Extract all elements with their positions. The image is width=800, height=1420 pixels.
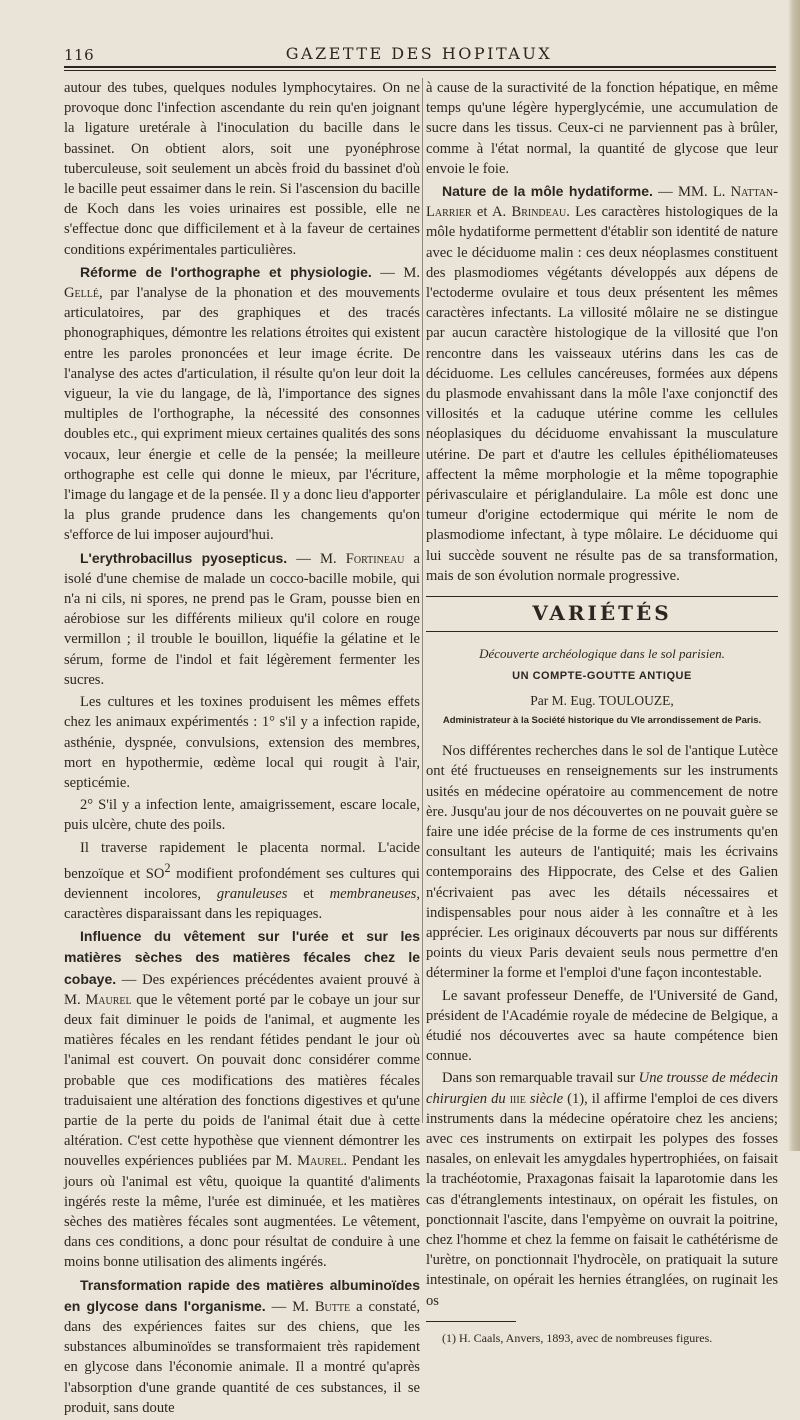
section-title: L'erythrobacillus pyosepticus. <box>80 549 288 566</box>
left-column <box>64 78 420 1420</box>
footnote-rule <box>426 1321 516 1322</box>
section-vetement: Influence du vêtement sur l'urée et sur les matières sèches des matières fécales chez le cobaye. — Des expériences précédentes avaient prouvé à M. Maurel que le vêtement porté par le cobaye un jour sur deux fait diminuer le poids de l'animal, et augmente les matières fécales en les rendant fétides pendant le jour où l'animal est couvert. On pouvait donc considérer comme probable que ces modifications des matières fécales traduisaient une altération des fonctions digestives et qu'une partie de la perte du poids de l'animal était due à cette altération. C'est cette hypothèse que viennent démontrer les nouvelles expériences publiées par M. Maurel. Pendant les jours où l'animal est vêtu, quoique la quantité d'aliments ingérés reste la même, l'urée est diminuée, et les matières sèches des matières fécales sont augmentées. Le vêtement, dans ces conditions, a donc pour résultat de conduire à une moins bonne utilisation des aliments ingérés. <box>64 928 421 1271</box>
section-glycose: Transformation rapide des matières albuminoïdes en glycose dans l'organisme. — M. Butte a constaté, dans des expériences faites sur des chiens, que les substances albuminoïdes se transformaient très rapidement en glycose dans l'économie animale. Il a montré qu'après l'absorption d'une grande quantité de ces substances, il se produit, sans doute <box>64 1276 420 1416</box>
footnote: (1) H. Caals, Anvers, 1893, avec de nombreuses figures. <box>442 1330 713 1345</box>
article-author: Par M. Eug. TOULOUZE, <box>530 692 674 708</box>
author-name: Nattan-Larrier <box>426 184 778 221</box>
paragraph: Le savant professeur Deneffe, de l'Université de Gand, président de l'Académie royale de médecine de Belgique, a étudié nos découvertes avec sa haute compétence bien connue. <box>426 987 778 1065</box>
section-title: Influence du vêtement sur l'urée et sur les matières sèches des matières fécales chez le cobaye. <box>64 928 420 987</box>
header-rule-thick <box>64 66 776 68</box>
paragraph: Les cultures et les toxines produisent les mêmes effets chez les animaux expérimentés : 1° s'il y a infection rapide, asthénie, dyspnée, convulsions, extension des membres, mort en hypothermie, œdème local qui rougit à l'air, septicémie. <box>64 694 420 791</box>
header-rule-thin <box>64 70 776 71</box>
author-name: Maurel. <box>297 1153 348 1170</box>
author-name: Brindeau. <box>511 204 570 221</box>
paragraph: autour des tubes, quelques nodules lymphocytaires. On ne provoque donc l'infection ascendante du rein qu'en joignant la ligature uretérale à l'inoculation du bacille dans le bassinet. On obtient alors, soit une pyonéphrose tuberculeuse, soit seulement un abcès froid du bassinet d'où le bacille peut essaimer dans le rein. Si l'ascension du bacille de Koch dans les voies urinaires est possible, elle ne s'effectue donc que difficilement et à la faveur de certaines conditions expérimentales particulières. <box>64 80 420 258</box>
column-divider <box>422 78 423 1123</box>
author-name: Gellé, <box>64 285 103 302</box>
section-orthographe: Réforme de l'orthographe et physiologie. — M. Gellé, par l'analyse de la phonation et des mouvements articulatoires, par des graphiques et des tracés phonographiques, démontre les relations étroites qui existent entre les paroles prononcées et leur image écrite. De l'analyse des actes d'articulation, il résulte qu'on leur doit la vigueur, la vie du langage, de là, l'importance des signes multiples de l'orthographe, la nécessité des consonnes doubles etc., qui expriment mieux certaines qualités des sons vocaux, leur énergie et celle de la pensée; la meilleure orthographe est celle qui donne le mieux, par l'écriture, l'image du langage et de la pensée. Il y a donc lieu d'apporter la plus grande prudence dans les changements qu'on s'efforce de lui imposer aujourd'hui. <box>64 263 420 544</box>
page-header <box>64 42 774 66</box>
author-name: Maurel <box>85 991 132 1008</box>
paragraph: à cause de la suractivité de la fonction hépatique, en même temps qu'une légère hyperglycémie, une accumulation de sucre dans les tissus. Ceux-ci ne parviennent pas à brûler, comme à l'état normal, la quantité de glycose que leur envoie le foie. <box>426 80 778 177</box>
author-name: Butte <box>314 1298 351 1315</box>
page-edge <box>788 0 800 1151</box>
section-title: Transformation rapide des matières albuminoïdes en glycose dans l'organisme. <box>64 1276 420 1314</box>
paragraph: Dans son remarquable travail sur Une trousse de médecin chirurgien du iiie siècle (1), il affirme l'emploi de ces divers instruments dans la médecine opératoire chez les anciens; avec ces instruments on extirpait les polypes des fosses nasales, on enlevait les amygdales hypertrophiées, on faisait la trachéotomie, Praxagonas faisait la laparotomie dans les cas d'étranglements intestinaux, on opérait les fistules, on ponctionnait l'ascite, dans l'empyème on ouvrait la poitrine, chez l'homme et chez la femme on faisait le cathétérisme de l'urètre, on ponctionnait l'hydrocèle, on pratiquait la suture intestinale, on opérait les hernies étranglées, on ruginait les os <box>426 1070 778 1309</box>
article-affiliation: Administrateur à la Société historique du VIe arrondissement de Paris. <box>442 714 762 726</box>
right-column <box>426 78 778 1348</box>
paragraph: Nos différentes recherches dans le sol de l'antique Lutèce ont été fructueuses en renseignements sur les instruments usités en médecine opératoire au commencement de notre ère. Jusqu'au jour de nos découvertes on ne pouvait guère se faire une idée précise de la forme de ces instruments qu'en consultant les auteurs de l'antiquité; mais les écrivains contemporains des Hippocrate, des Celse et des Galien n'écrivaient pas avec les détails nécessaires et indispensables pour nous aider à les connaître et à les apprécier. Les originaux découverts par nous sur différents points du vieux Paris devaient seuls nous permettre d'en déterminer la forme et l'emploi d'une façon incontestable. <box>426 743 778 982</box>
author-name: Fortineau <box>345 550 405 567</box>
paragraph: 2° S'il y a infection lente, amaigrissement, escare locale, puis ulcère, chute des poils. <box>64 797 420 834</box>
section-erythrobacillus: L'erythrobacillus pyosepticus. — M. Fortineau a isolé d'une chemise de malade un cocco-bacille mobile, qui n'a ni cils, ni spores, ne prend pas le Gram, pousse bien en aérobiose sur les différents milieux qu'il colore en rouge vermillon ; il trouble le bouillon, liquéfie la gélatine et le sérum, forme de l'indol et fait légèrement fermenter les sucres. <box>64 549 420 688</box>
varietes-heading: VARIÉTÉS <box>532 601 672 626</box>
section-mole: Nature de la môle hydatiforme. — MM. L. Nattan-Larrier et A. Brindeau. Les caractères histologiques de la môle hydatiforme permettent d'établir son identité de nature avec le déciduome malin : ces deux néoplasmes constituent des plasmodiomes végétants développés aux dépens de l'ectoderme ovulaire et tous deux présentent les mêmes caractères infectants. La villosité môlaire ne se distingue par aucun caractère histologique de la villosité que l'on rencontre dans les vaisseaux utérins dans les cas de déciduome. Les cellules cancéreuses, formées aux dépens du plasmode envahissant dans la môle l'axe conjonctif des villosités et la caduque utérine comme les cellules néoplasiques du déciduome envahissant la musculature utérine. De part et d'autre les cellules épithéliomateuses affectent la même morphologie et la même topographie périvasculaire et périglandulaire. La môle est donc une tumeur d'origine ectodermique qui mérite le nom de plasmodiome infectant, à type môlaire. Le déciduome qui lui succède souvent ne résulte pas de sa transformation, mais de son évolution normale progressive. <box>426 183 778 584</box>
article-subtitle: Découverte archéologique dans le sol parisien. <box>479 646 725 662</box>
section-title: Réforme de l'orthographe et physiologie. <box>80 263 372 280</box>
page-number: 116 <box>64 46 95 64</box>
article-heading: UN COMPTE-GOUTTE ANTIQUE <box>512 670 692 683</box>
section-rule <box>426 596 778 597</box>
running-title: GAZETTE DES HOPITAUX <box>285 44 553 63</box>
section-rule <box>426 631 778 632</box>
section-title: Nature de la môle hydatiforme. <box>442 183 653 200</box>
paragraph: Il traverse rapidement le placenta normal. L'acide benzoïque et $SO^2$ modifient profondément ses cultures qui deviennent incolores, granuleuses et membraneuses, caractères disparaissant dans les repiquages. <box>64 839 420 922</box>
